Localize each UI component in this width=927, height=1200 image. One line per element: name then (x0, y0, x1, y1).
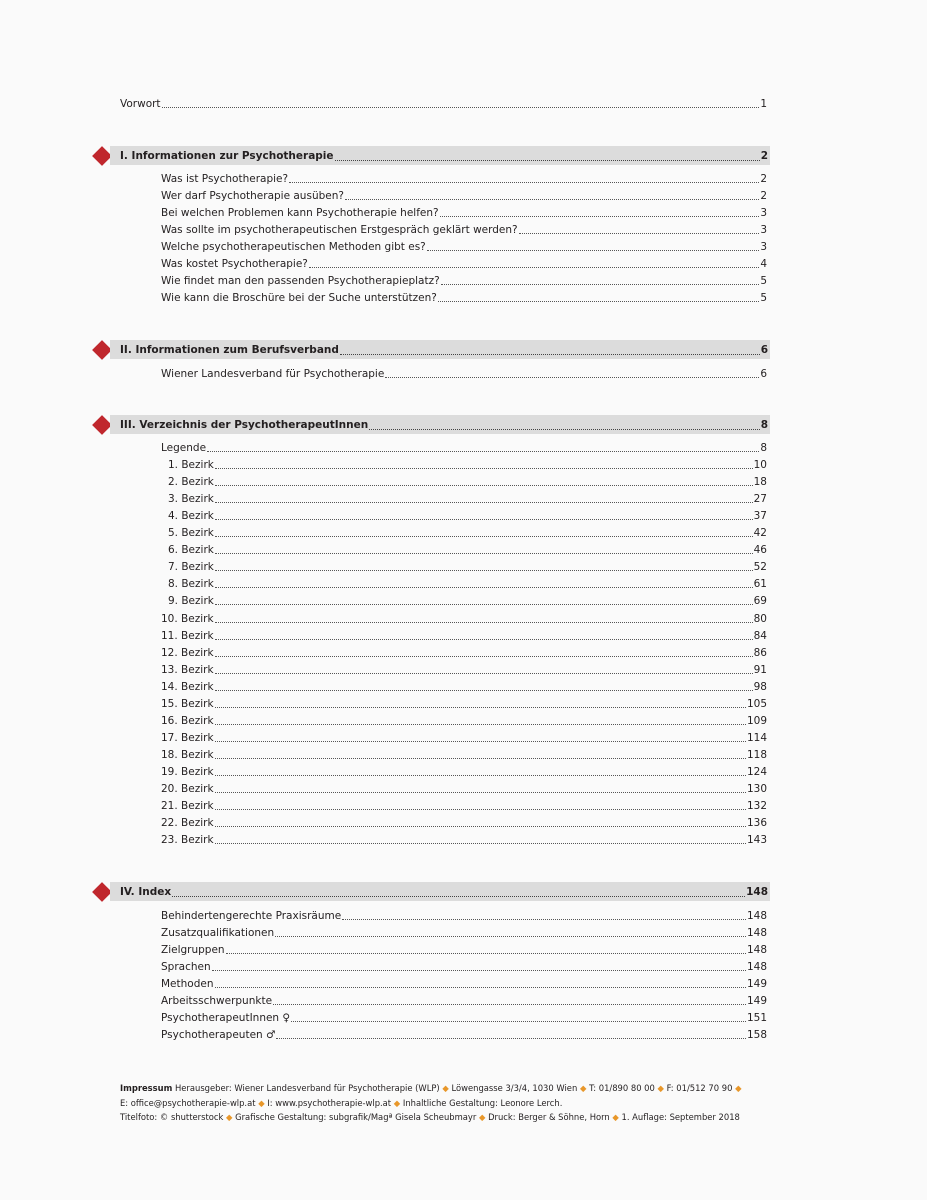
toc-entry-page: 149 (746, 995, 767, 1008)
toc-entry-page: 69 (753, 595, 767, 608)
toc-entry-label: 3. Bezirk (168, 493, 214, 506)
dot-leader (215, 679, 753, 691)
impressum-text: 1. Auflage: September 2018 (621, 1112, 740, 1123)
toc-entry[interactable] (161, 171, 767, 188)
toc-entry-page: 158 (746, 1029, 767, 1042)
toc-entry-page: 3 (760, 241, 767, 253)
section-heading-4[interactable] (110, 882, 770, 901)
dot-leader (215, 832, 746, 844)
toc-entry-page: 109 (746, 714, 767, 727)
toc-entry[interactable] (161, 815, 767, 832)
toc-entry[interactable] (161, 764, 767, 781)
toc-entry-page: 105 (746, 697, 767, 710)
toc-entry-page: 98 (753, 680, 767, 693)
toc-entry-label: 4. Bezirk (168, 510, 214, 523)
toc-entry[interactable] (161, 747, 767, 764)
separator-icon: ◆ (612, 1112, 619, 1123)
toc-entry[interactable] (168, 576, 767, 593)
dot-leader (385, 366, 759, 378)
impressum-text: T: 01/890 80 00 (589, 1083, 655, 1093)
dot-leader (215, 542, 753, 554)
dot-leader (215, 611, 753, 623)
toc-entry[interactable] (168, 525, 767, 542)
toc-entry[interactable] (161, 273, 767, 290)
section-title: II. Informationen zum Berufsverband (120, 343, 339, 356)
section-title: IV. Index (120, 885, 172, 898)
section-page: 8 (760, 418, 768, 431)
dot-leader (369, 418, 760, 430)
dot-leader (215, 696, 746, 708)
toc-entry-page: 114 (746, 731, 767, 744)
toc-entry-label: Zusatzqualifikationen (161, 927, 275, 940)
toc-entry-page: 118 (746, 748, 767, 761)
separator-icon: ◆ (226, 1112, 233, 1123)
toc-entry-page: 37 (753, 510, 767, 523)
dot-leader (215, 713, 746, 725)
toc-entry[interactable] (161, 679, 767, 696)
toc-entry[interactable] (161, 662, 767, 679)
toc-entry[interactable] (161, 611, 767, 628)
toc-entry[interactable] (161, 256, 767, 273)
section-heading-3[interactable] (110, 415, 770, 434)
separator-icon: ◆ (657, 1083, 664, 1093)
dot-leader (342, 908, 746, 920)
toc-entry[interactable] (161, 959, 767, 976)
toc-entry-label: 22. Bezirk (161, 817, 214, 830)
section-page: 2 (760, 149, 768, 162)
toc-entry[interactable] (161, 798, 767, 815)
toc-entry-page: 132 (746, 800, 767, 813)
toc-entry[interactable] (168, 542, 767, 559)
impressum-text: Druck: Berger & Söhne, Horn (488, 1112, 610, 1123)
toc-entry-page: 2 (760, 173, 767, 185)
separator-icon: ◆ (442, 1083, 449, 1093)
dot-leader (215, 474, 753, 486)
toc-entry-vorwort[interactable] (120, 96, 767, 113)
toc-entry-page: 4 (760, 258, 767, 270)
toc-entry-label: 12. Bezirk (161, 646, 214, 659)
toc-entry-label: Behindertengerechte Praxisräume (161, 910, 342, 922)
toc-entry-page: 3 (760, 207, 767, 219)
toc-entry-label: 9. Bezirk (168, 595, 214, 608)
dot-leader (427, 239, 760, 251)
toc-entry[interactable] (168, 508, 767, 525)
toc-entry-label: Zielgruppen (161, 944, 225, 957)
section-page: 6 (760, 343, 768, 356)
toc-entry-label: 16. Bezirk (161, 714, 214, 727)
dot-leader (291, 1010, 746, 1022)
toc-entry-label: 13. Bezirk (161, 663, 214, 676)
impressum-website[interactable]: I: www.psychotherapie-wlp.at (267, 1097, 392, 1108)
dot-leader (309, 256, 759, 268)
toc-entry-label: Was kostet Psychotherapie? (161, 258, 308, 270)
toc-entry[interactable] (161, 222, 767, 239)
toc-entry[interactable] (161, 696, 767, 713)
dot-leader (212, 959, 746, 971)
toc-entry-label: Psychotherapeuten ♂ (161, 1029, 276, 1042)
impressum-text: Herausgeber: Wiener Landesverband für Psychotherapie (WLP) (174, 1083, 440, 1093)
toc-entry[interactable] (161, 942, 767, 959)
toc-entry-label: 11. Bezirk (161, 629, 214, 642)
toc-entry-page: 6 (760, 368, 767, 380)
toc-entry-page: 5 (760, 275, 767, 287)
toc-entry-page: 52 (753, 561, 767, 574)
toc-entry-label: 17. Bezirk (161, 731, 214, 744)
section-diamond-icon (92, 882, 112, 902)
toc-entry-page: 148 (746, 944, 767, 957)
toc-entry-label: Arbeitsschwerpunkte (161, 995, 273, 1008)
toc-entry[interactable] (168, 559, 767, 576)
toc-entry[interactable] (161, 976, 767, 993)
toc-entry-page: 8 (760, 442, 767, 454)
toc-entry[interactable] (161, 628, 767, 645)
dot-leader (340, 343, 760, 355)
impressum (120, 1081, 780, 1125)
toc-entry-label: Wer darf Psychotherapie ausüben? (161, 190, 344, 202)
section-page: 148 (746, 885, 768, 898)
toc-entry-label: Was sollte im psychotherapeutischen Erstgespräch geklärt werden? (161, 224, 518, 236)
section-diamond-icon (92, 340, 112, 360)
section-title: III. Verzeichnis der PsychotherapeutInnen (120, 418, 369, 431)
impressum-line-2 (120, 1096, 780, 1111)
toc-entry-label: Bei welchen Problemen kann Psychotherapie helfen? (161, 207, 439, 219)
toc-entry[interactable] (161, 188, 767, 205)
dot-leader (215, 781, 746, 793)
toc-entry-page: 2 (760, 190, 767, 202)
toc-entry-page: 84 (753, 629, 767, 642)
impressum-text: Löwengasse 3/3/4, 1030 Wien (451, 1083, 578, 1093)
separator-icon: ◆ (735, 1083, 742, 1093)
separator-icon: ◆ (579, 1083, 587, 1093)
toc-entry[interactable] (161, 290, 767, 307)
dot-leader (289, 171, 759, 183)
toc-entry-label: Welche psychotherapeutischen Methoden gibt es? (161, 241, 426, 253)
toc-entry-label: Wie kann die Broschüre bei der Suche unterstützen? (161, 292, 437, 304)
toc-entry[interactable] (161, 832, 767, 849)
toc-entry-page: 151 (746, 1012, 767, 1025)
toc-entry-page: 27 (753, 493, 767, 506)
toc-entry-label: 23. Bezirk (161, 834, 214, 847)
toc-entry[interactable] (161, 993, 767, 1010)
dot-leader (226, 942, 746, 954)
impressum-text: Inhaltliche Gestaltung: Leonore Lerch. (402, 1097, 563, 1108)
toc-entry-page: 149 (746, 978, 767, 991)
dot-leader (207, 440, 759, 452)
dot-leader (440, 205, 760, 217)
dot-leader (215, 730, 746, 742)
toc-entry-label: 21. Bezirk (161, 800, 214, 813)
dot-leader (215, 815, 746, 827)
section-diamond-icon (92, 415, 112, 435)
section-title: I. Informationen zur Psychotherapie (120, 149, 334, 162)
toc-entry[interactable] (161, 205, 767, 222)
toc-entry-label: 19. Bezirk (161, 765, 214, 778)
toc-entry[interactable] (161, 781, 767, 798)
impressum-text: F: 01/512 70 90 (666, 1083, 733, 1093)
toc-entry[interactable] (161, 366, 767, 383)
toc-entry-page: 61 (753, 578, 767, 591)
toc-entry-page: 5 (760, 292, 767, 304)
dot-leader (215, 525, 753, 537)
toc-entry-label: 20. Bezirk (161, 783, 214, 795)
dot-leader (215, 662, 753, 674)
dot-leader (519, 222, 760, 234)
toc-entry-label: 15. Bezirk (161, 697, 214, 710)
toc-entry-label: 18. Bezirk (161, 748, 214, 761)
dot-leader (215, 457, 753, 469)
dot-leader (438, 290, 759, 302)
toc-entry-label: Legende (161, 442, 207, 454)
separator-icon: ◆ (393, 1097, 401, 1108)
section-heading-2[interactable] (110, 340, 770, 359)
dot-leader (215, 798, 746, 810)
toc-entry-page: 1 (760, 98, 767, 110)
toc-entry-label: Wiener Landesverband für Psychotherapie (161, 368, 385, 380)
toc-entry-page: 143 (746, 834, 767, 847)
dot-leader (215, 559, 753, 571)
toc-entry-page: 42 (753, 527, 767, 540)
toc-entry-label: 7. Bezirk (168, 561, 214, 574)
toc-entry-label: 10. Bezirk (161, 612, 214, 625)
toc-entry-label: Methoden (161, 978, 214, 991)
toc-entry-page: 148 (746, 910, 767, 922)
dot-leader (335, 149, 760, 161)
separator-icon: ◆ (478, 1112, 486, 1123)
toc-entry-label: 1. Bezirk (168, 459, 214, 472)
toc-entry-label: 6. Bezirk (168, 544, 214, 557)
dot-leader (441, 273, 760, 285)
toc-entry-page: 91 (753, 663, 767, 676)
toc-entry-page: 3 (760, 224, 767, 236)
toc-entry[interactable] (161, 730, 767, 747)
toc-entry-page: 86 (753, 646, 767, 659)
dot-leader (172, 885, 745, 897)
impressum-line-3 (120, 1110, 780, 1125)
toc-entry[interactable] (168, 474, 767, 491)
section-diamond-icon (92, 146, 112, 166)
impressum-heading: Impressum (120, 1083, 173, 1093)
toc-entry[interactable] (168, 457, 767, 474)
impressum-text: Titelfoto: © shutterstock (120, 1112, 224, 1123)
toc-entry-label: Sprachen (161, 961, 211, 974)
toc-entry[interactable] (161, 440, 767, 457)
toc-entry-page: 148 (746, 961, 767, 974)
toc-entry[interactable] (161, 1027, 767, 1044)
toc-entry-label: 8. Bezirk (168, 578, 214, 591)
toc-entry-page: 18 (753, 476, 767, 489)
toc-entry[interactable] (161, 713, 767, 730)
dot-leader (215, 628, 753, 640)
toc-entry[interactable] (161, 908, 767, 925)
dot-leader (215, 593, 753, 605)
toc-entry[interactable] (161, 925, 767, 942)
toc-entry-label: PsychotherapeutInnen ♀ (161, 1012, 291, 1025)
dot-leader (273, 993, 746, 1005)
toc-entry-page: 80 (753, 612, 767, 625)
dot-leader (215, 508, 753, 520)
dot-leader (162, 96, 760, 108)
separator-icon: ◆ (258, 1097, 265, 1108)
toc-entry-page: 46 (753, 544, 767, 557)
toc-entry-page: 10 (753, 459, 767, 472)
dot-leader (275, 925, 746, 937)
toc-entry-label: Wie findet man den passenden Psychotherapieplatz? (161, 275, 440, 287)
dot-leader (215, 764, 746, 776)
toc-entry-label: 14. Bezirk (161, 680, 214, 693)
impressum-text: Grafische Gestaltung: subgrafik/Magª Gisela Scheubmayr (235, 1112, 477, 1123)
impressum-line-1 (120, 1081, 780, 1096)
toc-entry[interactable] (161, 239, 767, 256)
toc-entry-label: 5. Bezirk (168, 527, 214, 540)
dot-leader (215, 976, 746, 988)
toc-entry-label: Was ist Psychotherapie? (161, 173, 289, 185)
toc-entry-page: 124 (746, 765, 767, 778)
toc-entry-page: 130 (746, 783, 767, 795)
impressum-email[interactable]: E: office@psychotherapie-wlp.at (120, 1097, 256, 1108)
dot-leader (215, 491, 753, 503)
toc-entry-page: 136 (746, 817, 767, 830)
toc-entry[interactable] (168, 491, 767, 508)
toc-entry-label: Vorwort (120, 98, 161, 110)
dot-leader (215, 645, 753, 657)
toc-entry[interactable] (161, 645, 767, 662)
toc-entry-label: 2. Bezirk (168, 476, 214, 489)
dot-leader (276, 1027, 746, 1039)
toc-entry-page: 148 (746, 927, 767, 940)
toc-entry[interactable] (161, 1010, 767, 1027)
dot-leader (215, 576, 753, 588)
dot-leader (215, 747, 746, 759)
dot-leader (345, 188, 759, 200)
section-heading-1[interactable] (110, 146, 770, 165)
toc-entry[interactable] (168, 593, 767, 610)
